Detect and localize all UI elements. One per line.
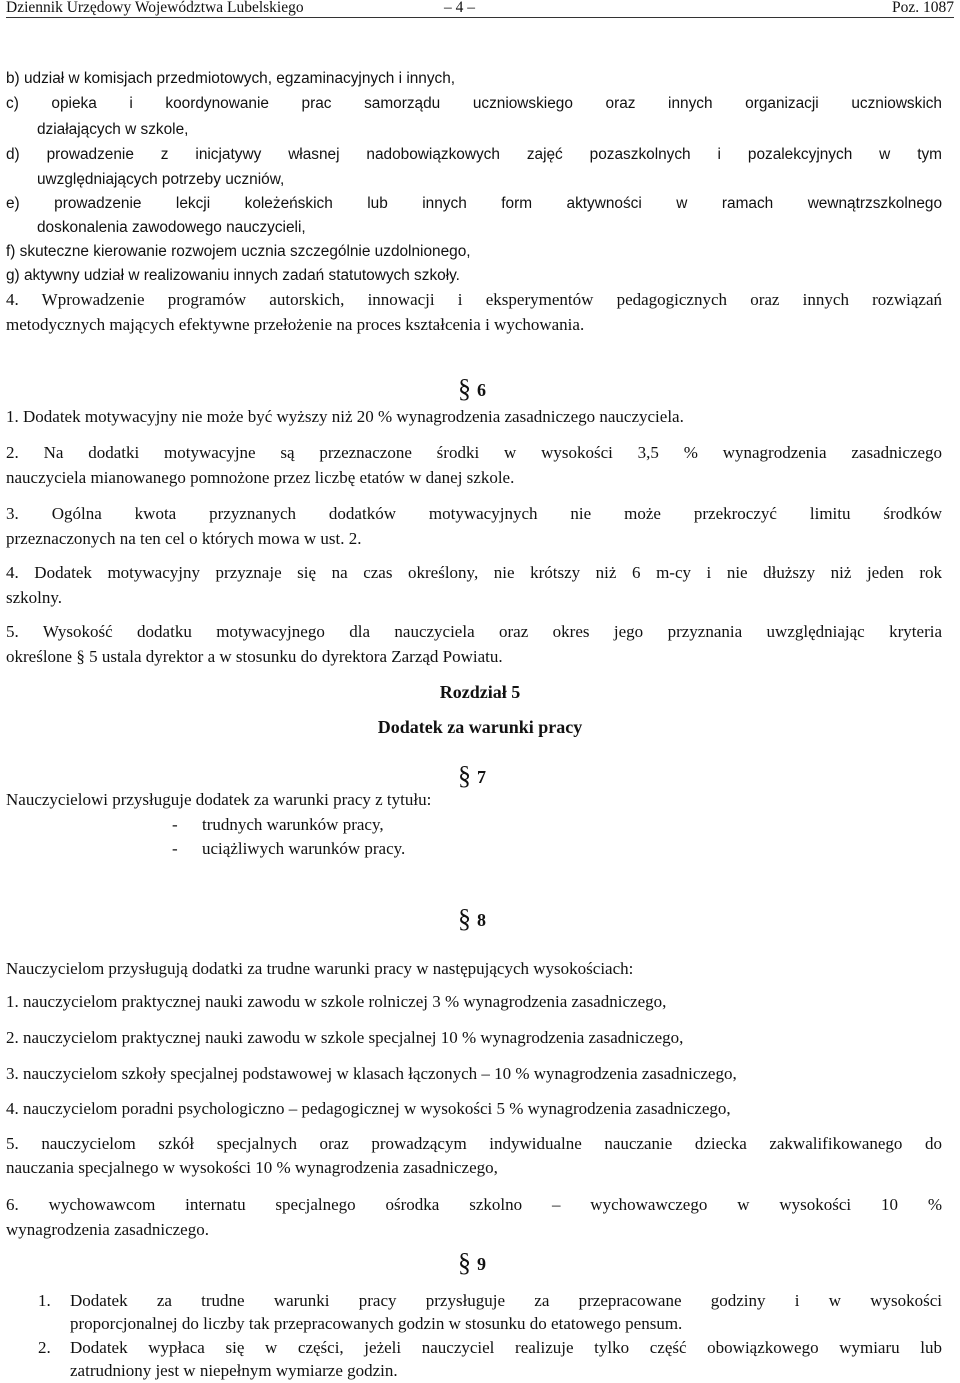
sec6-paragraph-5: 5. Wysokość dodatku motywacyjnego dla nauczyciela oraz okres jego przyznania uwzględniając kryteria — [6, 622, 942, 641]
section-symbol: § — [458, 1248, 471, 1277]
section-6-heading — [458, 374, 486, 403]
sec6-paragraph-1: 1. Dodatek motywacyjny nie może być wyższy niż 20 % wynagrodzenia zasadniczego nauczyciela. — [6, 407, 684, 426]
list-item-g: g) aktywny udział w realizowaniu innych zadań statutowych szkoły. — [6, 267, 460, 284]
paragraph-4-cont: metodycznych mających efektywne przełożenie na proces kształcenia i wychowania. — [6, 315, 585, 334]
section-number: 8 — [477, 910, 486, 930]
sec9-paragraph-1-cont: proporcjonalnej do liczby tak przepracowanych godzin w stosunku do etatowego pensum. — [70, 1314, 683, 1333]
section-symbol: § — [458, 374, 471, 403]
sec7-item-2: - uciążliwych warunków pracy. — [172, 839, 406, 858]
list-item-d-cont: uwzględniających potrzeby uczniów, — [37, 171, 285, 188]
page-header — [6, 0, 954, 17]
sec8-item-6-cont: wynagrodzenia zasadniczego. — [6, 1220, 209, 1239]
chapter-subtitle: Dodatek za warunki pracy — [377, 717, 583, 737]
section-9-heading — [458, 1248, 486, 1277]
sec6-paragraph-4: 4. Dodatek motywacyjny przyznaje się na czas określony, nie krótszy niż 6 m-cy i nie dłuższy niż jeden rok — [6, 563, 942, 582]
page-number: – 4 – — [444, 0, 475, 16]
list-item-f: f) skuteczne kierowanie rozwojem ucznia szczególnie uzdolnionego, — [6, 243, 471, 260]
list-item-b: b) udział w komisjach przedmiotowych, egzaminacyjnych i innych, — [6, 70, 456, 87]
journal-title: Dziennik Urzędowy Województwa Lubelskiego — [6, 0, 304, 16]
section-symbol: § — [458, 904, 471, 933]
sec9-paragraph-2: 2. Dodatek wypłaca się w części, jeżeli nauczyciel realizuje tylko część obowiązkowego wymiaru lub — [38, 1338, 942, 1357]
sec9-paragraph-1: 1. Dodatek za trudne warunki pracy przysługuje za przepracowane godziny i w wysokości — [38, 1291, 942, 1310]
sec6-paragraph-2-cont: nauczyciela mianowanego pomnożone przez liczbę etatów w danej szkole. — [6, 468, 515, 487]
position-number: Poz. 1087 — [892, 0, 954, 16]
paragraph-4: 4. Wprowadzenie programów autorskich, innowacji i eksperymentów pedagogicznych oraz innych rozwiązań — [6, 290, 942, 309]
sec7-intro: Nauczycielowi przysługuje dodatek za warunki pracy z tytułu: — [6, 790, 432, 809]
sec7-item-1: - trudnych warunków pracy, — [172, 815, 384, 834]
list-item-c: c) opieka i koordynowanie prac samorządu uczniowskiego oraz innych organizacji uczniowskich — [6, 95, 942, 112]
sec6-paragraph-2: 2. Na dodatki motywacyjne są przeznaczone środki w wysokości 3,5 % wynagrodzenia zasadniczego — [6, 443, 942, 462]
sec6-paragraph-3-cont: przeznaczonych na ten cel o których mowa w ust. 2. — [6, 529, 362, 548]
sec8-item-4: 4. nauczycielom poradni psychologiczno – pedagogicznej w wysokości 5 % wynagrodzenia zasadniczego, — [6, 1099, 731, 1118]
list-item-e-cont: doskonalenia zawodowego nauczycieli, — [37, 219, 306, 236]
section-7-heading — [458, 761, 486, 790]
sec6-paragraph-4-cont: szkolny. — [6, 588, 63, 607]
sec9-paragraph-2-cont: zatrudniony jest w niepełnym wymiarze godzin. — [70, 1361, 398, 1380]
section-8-heading — [458, 904, 486, 933]
sec8-item-3: 3. nauczycielom szkoły specjalnej podstawowej w klasach łączonych – 10 % wynagrodzenia zasadniczego, — [6, 1064, 737, 1083]
sec8-item-1: 1. nauczycielom praktycznej nauki zawodu w szkole rolniczej 3 % wynagrodzenia zasadniczego, — [6, 992, 667, 1011]
chapter-title: Rozdział 5 — [439, 682, 521, 702]
sec8-item-2: 2. nauczycielom praktycznej nauki zawodu w szkole specjalnej 10 % wynagrodzenia zasadniczego, — [6, 1028, 684, 1047]
sec6-paragraph-5-cont: określone § 5 ustala dyrektor a w stosunku do dyrektora Zarząd Powiatu. — [6, 647, 503, 666]
header-rule — [6, 17, 954, 18]
sec8-item-5: 5. nauczycielom szkół specjalnych oraz prowadzącym indywidualne nauczanie dziecka zakwalifikowanego do — [6, 1134, 942, 1153]
section-symbol: § — [458, 761, 471, 790]
section-number: 7 — [477, 767, 486, 787]
sec8-item-5-cont: nauczania specjalnego w wysokości 10 % wynagrodzenia zasadniczego, — [6, 1158, 498, 1177]
section-number: 9 — [477, 1254, 486, 1274]
sec8-intro: Nauczycielom przysługują dodatki za trudne warunki pracy w następujących wysokościach: — [6, 959, 634, 978]
section-number: 6 — [477, 380, 486, 400]
sec8-item-6: 6. wychowawcom internatu specjalnego ośrodka szkolno – wychowawczego w wysokości 10 % — [6, 1195, 942, 1214]
sec6-paragraph-3: 3. Ogólna kwota przyznanych dodatków motywacyjnych nie może przekroczyć limitu środków — [6, 504, 942, 523]
list-item-d: d) prowadzenie z inicjatywy własnej nadobowiązkowych zajęć pozaszkolnych i pozalekcyjnych w tym — [6, 146, 942, 163]
list-item-c-cont: działających w szkole, — [37, 121, 189, 138]
list-item-e: e) prowadzenie lekcji koleżeńskich lub innych form aktywności w ramach wewnątrzszkolnego — [6, 195, 942, 212]
